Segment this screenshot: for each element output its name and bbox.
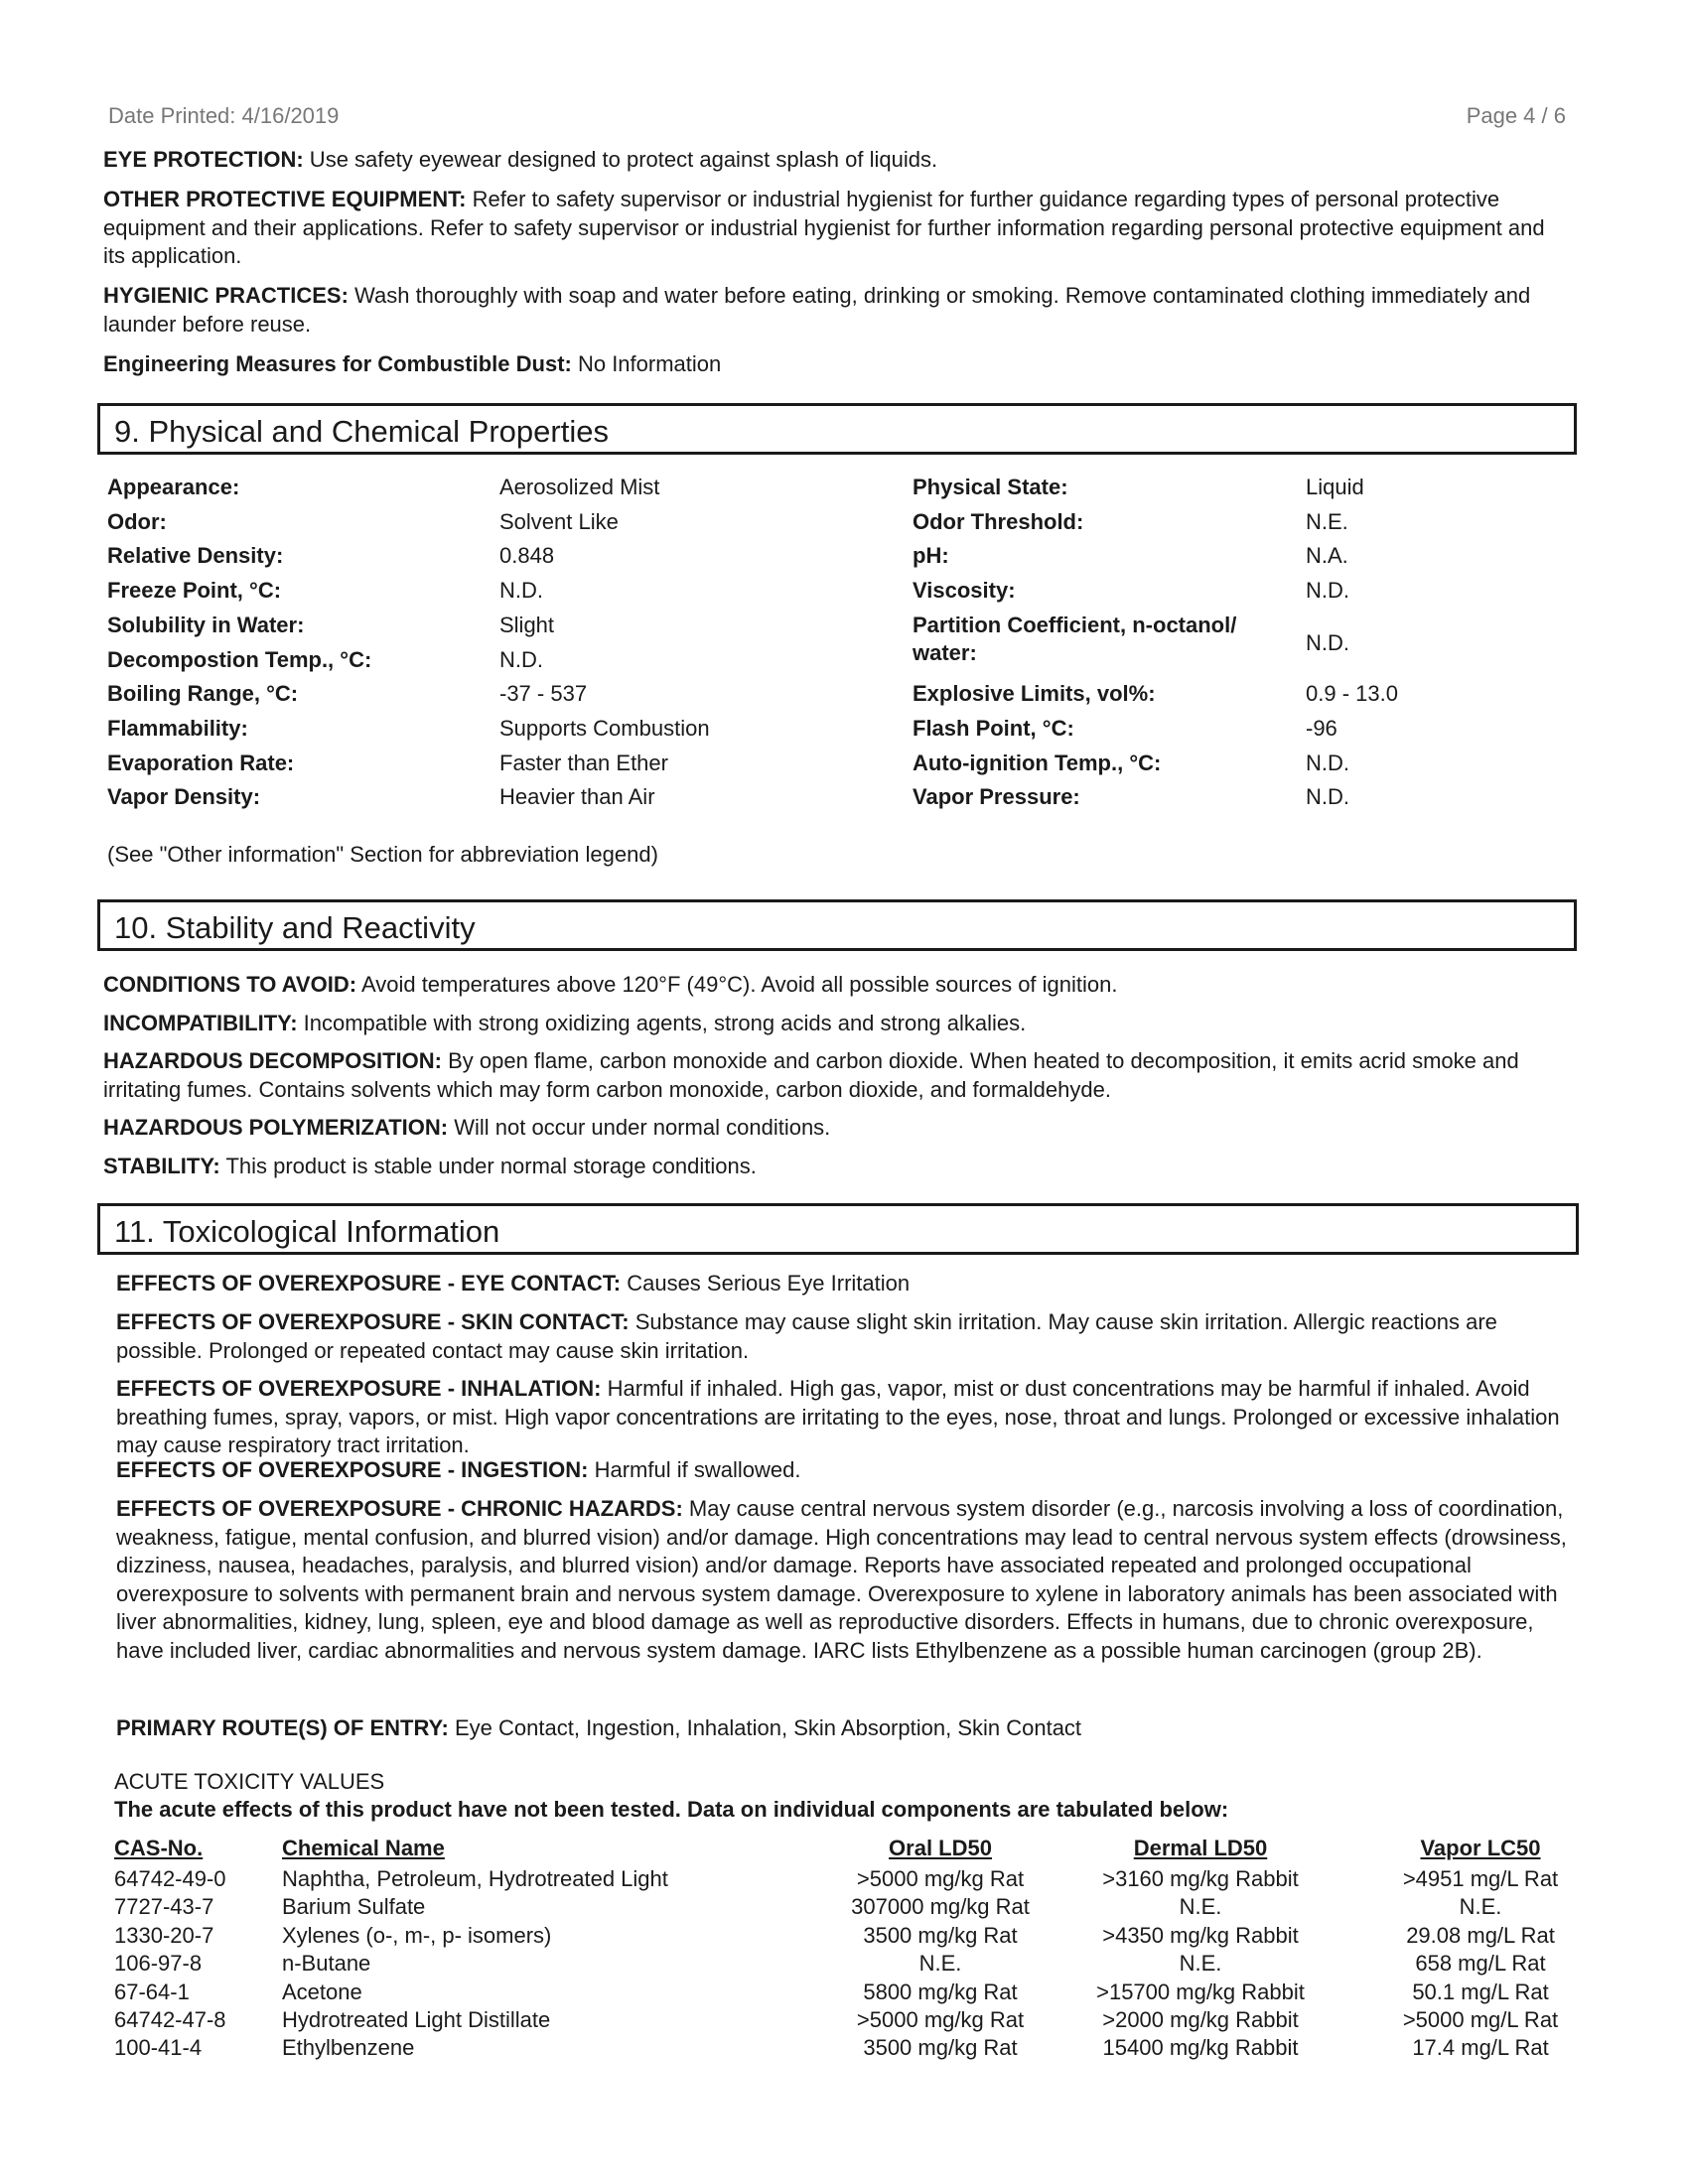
property-label: Solubility in Water: [107, 612, 305, 637]
paragraph-text: Substance may cause slight skin irritation. May cause skin irritation. Allergic reactions are possible. Prolonged or repeated contact may cause skin irritation. [116, 1309, 1497, 1363]
paragraph-label: CONDITIONS TO AVOID: [103, 972, 357, 997]
property-value: -37 - 537 [499, 681, 588, 707]
table-cell: 64742-49-0 [114, 1866, 226, 1891]
property-label: Boiling Range, °C: [107, 681, 299, 707]
section-title: 9. Physical and Chemical Properties [114, 414, 609, 449]
table-cell: >2000 mg/kg Rabbit [1102, 2007, 1299, 2032]
table-cell: 100-41-4 [114, 2035, 203, 2061]
table-cell: >4951 mg/L Rat [1402, 1866, 1559, 1891]
column-header: Dermal LD50 [1133, 1836, 1268, 1860]
table-cell: 658 mg/L Rat [1415, 1951, 1546, 1977]
paragraph-text: May cause central nervous system disorder (e.g., narcosis involving a loss of coordination, weakness, fatigue, mental confusion, and blurred vision) and/or damage. High concentrations may lead to central nervous system effects (drowsiness, dizziness, nausea, headaches, paralysis, and blurred vision) and/or damage. Reports have associated repeated and prolonged occupational overexposure to solvents with permanent brain and nervous system damage. Overexposure to xylene in laboratory animals has been associated with liver abnormalities, kidney, lung, spleen, eye and blood damage as well as reproductive disorders. Effects in humans, due to chronic overexposure, have included liver, cardiac abnormalities and nervous system damage. IARC lists Ethylbenzene as a possible human carcinogen (group 2B). [116, 1496, 1567, 1663]
paragraph-text: Causes Serious Eye Irritation [621, 1271, 911, 1296]
property-label: Auto-ignition Temp., °C: [913, 750, 1162, 775]
table-cell: 15400 mg/kg Rabbit [1102, 2035, 1299, 2061]
property-value: 0.9 - 13.0 [1306, 681, 1398, 707]
property-value: 0.848 [499, 543, 555, 569]
paragraph-text: Refer to safety supervisor or industrial hygienist for further guidance regarding types of personal protective equipment and their applications. Refer to safety supervisor or industrial hygienist for further information regarding personal protective equipment and its application. [103, 187, 1545, 268]
paragraph-text: Wash thoroughly with soap and water before eating, drinking or smoking. Remove contaminated clothing immediately and launder before reuse. [103, 283, 1531, 337]
table-cell: >4350 mg/kg Rabbit [1102, 1922, 1299, 1948]
table-cell: Hydrotreated Light Distillate [282, 2007, 551, 2032]
paragraph-label: STABILITY: [103, 1154, 220, 1178]
paragraph [103, 186, 1563, 271]
property-label: water: [913, 639, 977, 665]
property-value: Slight [499, 612, 555, 637]
paragraph [116, 1375, 1586, 1460]
paragraph-text: Eye Contact, Ingestion, Inhalation, Skin Absorption, Skin Contact [448, 1715, 1082, 1740]
property-value: Liquid [1306, 475, 1364, 499]
paragraph-label: EFFECTS OF OVEREXPOSURE - CHRONIC HAZARDS: [116, 1496, 683, 1521]
property-value: Supports Combustion [499, 715, 710, 741]
property-value: Aerosolized Mist [499, 475, 660, 499]
column-header: Vapor LC50 [1420, 1836, 1541, 1860]
property-label: Freeze Point, °C: [107, 578, 282, 604]
paragraph-label: EFFECTS OF OVEREXPOSURE - SKIN CONTACT: [116, 1309, 630, 1334]
section-title: 11. Toxicological Information [114, 1214, 500, 1249]
paragraph-text: No Information [571, 351, 722, 376]
paragraph-label: INCOMPATIBILITY: [103, 1011, 298, 1035]
property-value: Faster than Ether [499, 750, 668, 775]
section-title: 10. Stability and Reactivity [114, 910, 476, 945]
paragraph-label: HAZARDOUS DECOMPOSITION: [103, 1048, 442, 1073]
property-value: N.E. [1306, 508, 1348, 534]
property-value: N.D. [1306, 784, 1349, 810]
table-cell: 3500 mg/kg Rat [863, 1922, 1018, 1948]
paragraph-label: EFFECTS OF OVEREXPOSURE - EYE CONTACT: [116, 1271, 622, 1296]
paragraph-text: This product is stable under normal storage conditions. [219, 1154, 757, 1178]
table-cell: >5000 mg/kg Rat [856, 2007, 1025, 2032]
table-cell: 106-97-8 [114, 1951, 203, 1977]
table-cell: Naphtha, Petroleum, Hydrotreated Light [282, 1866, 668, 1891]
paragraph-text: Harmful if swallowed. [588, 1457, 801, 1482]
table-cell: 5800 mg/kg Rat [863, 1979, 1018, 2004]
paragraph [103, 1153, 1563, 1181]
property-label: pH: [913, 543, 949, 569]
table-cell: 64742-47-8 [114, 2007, 226, 2032]
property-value: N.D. [1306, 629, 1349, 655]
table-cell: Xylenes (o-, m-, p- isomers) [282, 1922, 552, 1948]
property-label: Odor: [107, 508, 167, 534]
paragraph-text: Will not occur under normal conditions. [448, 1115, 831, 1140]
paragraph-text: Avoid temperatures above 120°F (49°C). Avoid all possible sources of ignition. [356, 972, 1118, 997]
table-cell: 50.1 mg/L Rat [1412, 1979, 1549, 2004]
paragraph [103, 1114, 1563, 1143]
paragraph [103, 282, 1563, 339]
table-cell: 307000 mg/kg Rat [851, 1894, 1030, 1920]
table-cell: 1330-20-7 [114, 1922, 214, 1948]
property-label: Decompostion Temp., °C: [107, 646, 372, 672]
paragraph [116, 1270, 1586, 1298]
property-label: Evaporation Rate: [107, 750, 295, 775]
property-label: Physical State: [913, 475, 1068, 499]
property-value: N.D. [499, 578, 543, 604]
property-label: Odor Threshold: [913, 508, 1084, 534]
property-label: Relative Density: [107, 543, 284, 569]
table-cell: Barium Sulfate [282, 1894, 426, 1920]
table-cell: 17.4 mg/L Rat [1412, 2035, 1549, 2061]
property-label: Vapor Pressure: [913, 784, 1080, 810]
paragraph [116, 1495, 1586, 1665]
paragraph-label: HAZARDOUS POLYMERIZATION: [103, 1115, 449, 1140]
paragraph [116, 1308, 1586, 1365]
table-cell: >15700 mg/kg Rabbit [1096, 1979, 1305, 2004]
section-9-header [97, 403, 1577, 455]
property-value: -96 [1306, 715, 1337, 741]
property-label: Flash Point, °C: [913, 715, 1074, 741]
table-cell: >5000 mg/L Rat [1402, 2007, 1559, 2032]
paragraph [116, 1714, 1586, 1743]
table-cell: n-Butane [282, 1951, 371, 1977]
property-label: Appearance: [107, 475, 240, 499]
table-cell: 3500 mg/kg Rat [863, 2035, 1018, 2061]
column-header: Oral LD50 [889, 1836, 992, 1860]
property-value: N.D. [499, 646, 543, 672]
column-header: Chemical Name [282, 1836, 445, 1860]
paragraph-label: OTHER PROTECTIVE EQUIPMENT: [103, 187, 467, 211]
table-cell: >3160 mg/kg Rabbit [1102, 1866, 1299, 1891]
table-cell: >5000 mg/kg Rat [856, 1866, 1025, 1891]
table-cell: 7727-43-7 [114, 1894, 214, 1920]
paragraph [103, 1010, 1563, 1038]
table-cell: 29.08 mg/L Rat [1406, 1922, 1555, 1948]
table-cell: N.E. [1179, 1951, 1222, 1977]
property-label: Vapor Density: [107, 784, 261, 810]
section-10-header [97, 899, 1577, 951]
property-label: Explosive Limits, vol%: [913, 681, 1156, 707]
property-label: Partition Coefficient, n-octanol/ [913, 612, 1237, 637]
property-value: Heavier than Air [499, 784, 655, 810]
paragraph-text: Incompatible with strong oxidizing agents, strong acids and strong alkalies. [297, 1011, 1027, 1035]
paragraph-label: EFFECTS OF OVEREXPOSURE - INHALATION: [116, 1376, 602, 1401]
paragraph-label: EFFECTS OF OVEREXPOSURE - INGESTION: [116, 1457, 589, 1482]
property-value: N.A. [1306, 543, 1348, 569]
paragraph-label: PRIMARY ROUTE(S) OF ENTRY: [116, 1715, 449, 1740]
property-value: N.D. [1306, 750, 1349, 775]
table-cell: Ethylbenzene [282, 2035, 415, 2061]
paragraph [103, 1047, 1563, 1104]
property-label: Viscosity: [913, 578, 1016, 604]
paragraph-text: By open flame, carbon monoxide and carbon dioxide. When heated to decomposition, it emits acrid smoke and irritating fumes. Contains solvents which may form carbon monoxide, carbon dioxide, and formaldehyde. [103, 1048, 1519, 1102]
acute-toxicity-title: ACUTE TOXICITY VALUES [114, 1769, 385, 1794]
date-printed: Date Printed: 4/16/2019 [108, 103, 340, 128]
paragraph-label: HYGIENIC PRACTICES: [103, 283, 349, 308]
paragraph-text: Use safety eyewear designed to protect against splash of liquids. [303, 147, 938, 172]
table-cell: N.E. [918, 1951, 962, 1977]
paragraph-label: Engineering Measures for Combustible Dust: [103, 351, 572, 376]
paragraph-text: Harmful if inhaled. High gas, vapor, mist or dust concentrations may be harmful if inhaled. Avoid breathing fumes, spray, vapors, or mist. High vapor concentrations are irritating to the eyes, nose, throat and lungs. Prolonged or excessive inhalation may cause respiratory tract irritation. [116, 1376, 1560, 1457]
acute-toxicity-subtitle: The acute effects of this product have not been tested. Data on individual components are tabulated below: [114, 1797, 1229, 1822]
property-value: N.D. [1306, 578, 1349, 604]
property-value: Solvent Like [499, 508, 619, 534]
table-cell: N.E. [1459, 1894, 1502, 1920]
page-number: Page 4 / 6 [1466, 103, 1566, 128]
column-header: CAS-No. [114, 1836, 204, 1860]
table-cell: 67-64-1 [114, 1979, 190, 2004]
abbreviation-note: (See "Other information" Section for abbreviation legend) [107, 842, 658, 867]
paragraph-label: EYE PROTECTION: [103, 147, 304, 172]
paragraph [103, 350, 1563, 379]
paragraph [103, 971, 1563, 1000]
section-11-header [97, 1203, 1579, 1255]
paragraph [116, 1456, 1586, 1485]
table-cell: N.E. [1179, 1894, 1222, 1920]
property-label: Flammability: [107, 715, 248, 741]
paragraph [103, 146, 1563, 175]
table-cell: Acetone [282, 1979, 362, 2004]
